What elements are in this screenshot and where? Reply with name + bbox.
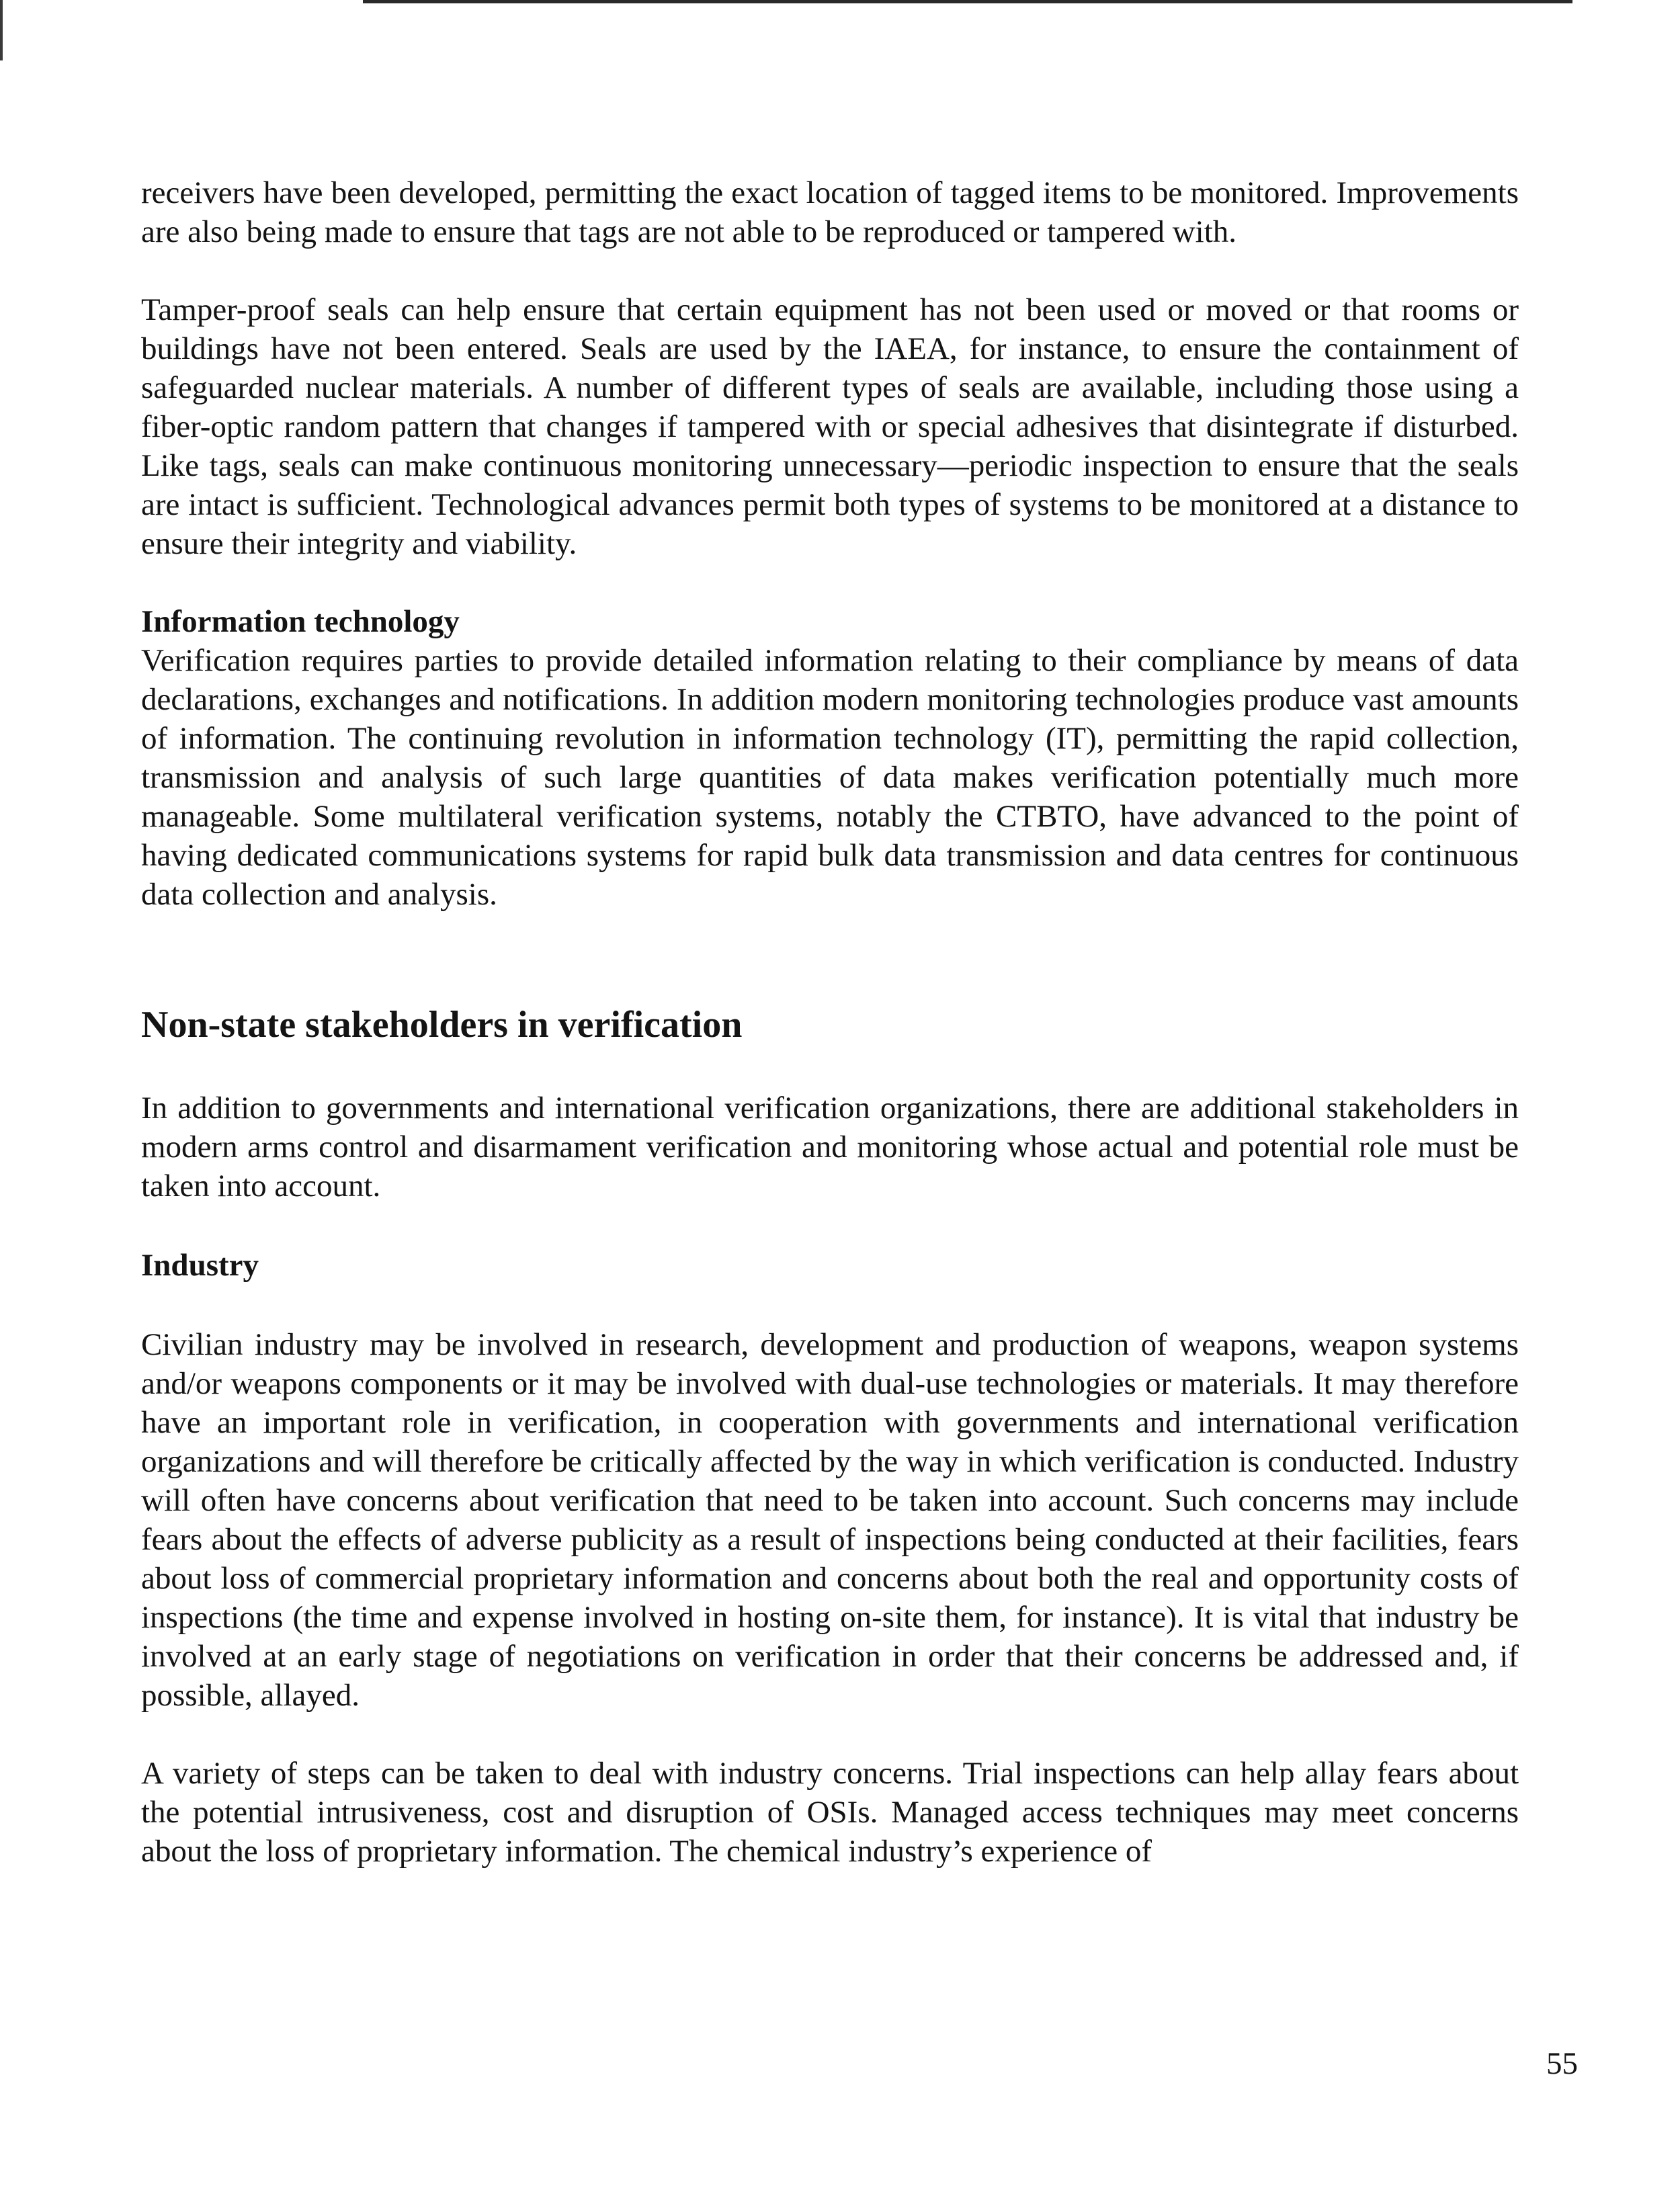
paragraph-stakeholders-intro: In addition to governments and international verification organizations, there are additional stakeholders in modern arms control and disarmament verification and monitoring whose actual and potential role must be taken into account. [141, 1091, 1519, 1203]
page-number: 55 [1546, 2046, 1578, 2081]
paragraph-tags-continued: receivers have been developed, permitting the exact location of tagged items to be monitored. Improvements are also being made to ensure that tags are not able to be reproduced or tampered with. [141, 175, 1519, 249]
subheading-industry: Industry [141, 1248, 259, 1283]
page-content [141, 173, 1519, 1871]
paragraph-tamper-proof-seals: Tamper-proof seals can help ensure that certain equipment has not been used or moved or that rooms or buildings have not been entered. Seals are used by the IAEA, for instance, to ensure the containment of safeguarded nuclear materials. A number of different types of seals are available, including those using a fiber-optic random pattern that changes if tampered with or special adhesives that disintegrate if disturbed. Like tags, seals can make continuous monitoring unnecessary—periodic inspection to ensure that the seals are intact is sufficient. Technological advances permit both types of systems to be monitored at a distance to ensure their integrity and viability. [141, 292, 1519, 561]
paragraph-civilian-industry: Civilian industry may be involved in research, development and production of weapons, weapon systems and/or weapons components or it may be involved with dual-use technologies or materials. It may therefore have an important role in verification, in cooperation with governments and international verification organizations and will therefore be critically affected by the way in which verification is conducted. Industry will often have concerns about verification that need to be taken into account. Such concerns may include fears about the effects of adverse publicity as a result of inspections being conducted at their facilities, fears about loss of commercial proprietary information and concerns about both the real and opportunity costs of inspections (the time and expense involved in hosting on-site them, for instance). It is vital that industry be involved at an early stage of negotiations on verification in order that their concerns be addressed and, if possible, allayed. [141, 1327, 1519, 1713]
subheading-information-technology: Information technology [141, 604, 460, 639]
scan-top-border [363, 0, 1572, 3]
section-heading-non-state-stakeholders: Non-state stakeholders in verification [141, 1004, 743, 1046]
scan-left-border [0, 0, 3, 60]
paragraph-information-technology: Verification requires parties to provide detailed information relating to their compliance by means of data declarations, exchanges and notifications. In addition modern monitoring technologies produce vast amounts of information. The continuing revolution in information technology (IT), permitting the rapid collection, transmission and analysis of such large quantities of data makes verification potentially much more manageable. Some multilateral verification systems, notably the CTBTO, have advanced to the point of having dedicated communications systems for rapid bulk data transmission and data centres for continuous data collection and analysis. [141, 643, 1519, 912]
paragraph-industry-concerns: A variety of steps can be taken to deal with industry concerns. Trial inspections can help allay fears about the potential intrusiveness, cost and disruption of OSIs. Managed access techniques may meet concerns about the loss of proprietary information. The chemical industry’s experience of [141, 1756, 1519, 1869]
